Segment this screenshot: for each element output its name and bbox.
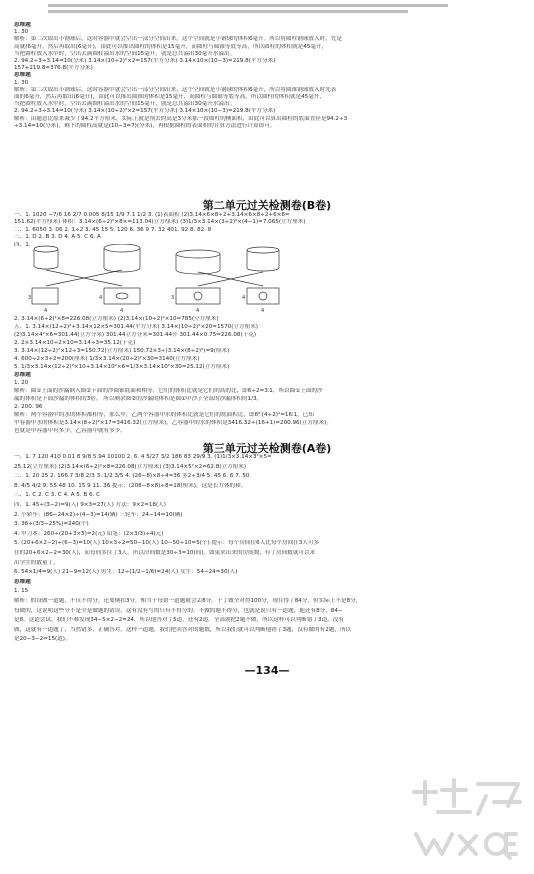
answer-line: 5. 1/3×3.14×(12÷2)²×10+3.14×10²×6=1/3×3.14×10²×30=25.12(立方厘米) [14,364,230,370]
answer-line: 157+219.8=376.8(平方分米) [14,65,93,72]
answer-line: 是20−3−2=15(道)。 [14,636,71,643]
answer-line: 2. 200. 96 [14,404,43,410]
answer-line: 2. 3.14×(6÷2)²×8=226.08(立方厘米) (2)3.14×(10÷2)²×10=785(立方厘米) [14,316,219,322]
answer-line: 8. 4/5 4/2 9. 55 48 10. 15 9 11. 36 提示：(208−8×8)÷8=18(厘米)，这是长方体的和。 [14,482,247,489]
section-title-unit3-a: 第三单元过关检测卷(A卷) [202,442,332,455]
section-title-unit2-b: 第二单元过关检测卷(B卷) [202,199,332,212]
answer-line: 解析：两个容器中的水的体积都相等，那么甲，乙两个容器中水的体积比就是它们的底面积比，即8²∶(4÷2)²=16∶1，已知 [14,412,314,418]
answer-line: 2. 94.2÷3÷3.14=10(分米) 3.14×(10÷2)²×2=157(平方分米) 3.14×10×(10−3)=219.8(平方分米) [14,108,276,115]
answer-line: 二、1. 6050 3. 06 2. 1÷2 3. 45 15 5. 120 6. 36 9 7. 32 401. 92 8. 82. 8 [14,226,212,233]
answer-line: 住的20+6×2−2=30(人)，而每间多住了3人，所以房间数是30÷3=10(间)，如果求出来的房间数，有了房间数就可以求 [14,550,316,556]
page-number: —134— [244,664,290,677]
answer-line: 也就是甲容器中有多少，乙容器中就有多少。 [14,428,126,434]
answer-line: 每做的，这说明这些分不是全是做题的错误，这有没有写的只有不得分的。不做的题不得分，也就是说只有一道题，他还有8分，84− [14,607,343,614]
answer-line: 2. 小轿车：(86−24×2)÷(4−3)=14(辆) 三轮车：24−14=10(辆) [14,511,183,518]
answer-line: 4. 甲刀本：260÷(20+3×5)=2(元) 铅笔：(2×3/3)÷4(元) [14,530,164,537]
answer-line: (2)3.14×4²×6=301.44(立方分米) 301.44立方分米=301.44升 301.44×0.75=226.08(千克) [14,332,256,338]
answer-line: 1. 30 [14,29,29,36]
answer-line: 解析：假设做一道题，不仅不得分，还要倒扣3分，相当于每错一道题就会丢8分。于了做全对得100分，现在得了84分，但实际上不是8分， [14,598,362,604]
answer-line: 四、1. [14,241,31,248]
figure-matching-diagram [0,241,534,314]
answer-line: 解析：第二次取出小钢球后，这时容器中就会空出一部分空间出来，这个空间就是小钢球的体积6毫升，所以将圆锥钢球放入时先表 [14,86,337,93]
answer-line: 四、1. 45÷(3−2)=9(人) 9×3=27(人) 方法：9×2=18(人) [14,502,166,508]
answer-line: 3. 36÷(3/3−25%)=240(个) [14,521,89,528]
figure-label: 4 [261,308,265,314]
answer-line: 五、1. 3.14×(12÷2)²+3.14×12×5=301.44(平方分米) 3.14×(10÷2)²×20=1570(立方厘米) [14,324,258,330]
answer-line: 漏的体积是下面沙漏的体积的3倍。 所以剩余圆②的沙漏的体积是圆①中沙子全部的沙漏体积的1/3。 [14,396,263,402]
section-heading: 思维题 [14,72,31,79]
answer-line: 1. 15 [14,588,29,595]
answer-line: 2. 2×3.14×10÷2×10=3.14÷3=35.12(千克) [14,340,136,346]
answer-line: 甲容器中水的体积是3.14×(8÷2)²×17=3416.32(立方厘米)，乙容器中的水的体积是3416.32÷(16+1)=200.96(立方厘米)。 [14,420,332,426]
answer-line: 4. 600÷2×3÷2=200(厘米) 1/3×3.14×(20÷2)²×30=3140(立方厘米) [14,356,200,362]
answer-line: 三、1. D 2. B 3. D 4. A 5. C 6. A [14,234,101,241]
section-heading: 思维题 [14,578,31,585]
figure-label: 3 [171,295,175,301]
answer-line: 25.12(立方厘米) (2)3.14×(6÷2)²×8=226.08(立方厘米) (3)3.14×5²×2=62.8(立方厘米) [14,463,247,470]
figure-label: 4 [120,308,124,314]
section-heading: 思维题 [14,372,31,378]
answer-line: 出学生的数量了。 [14,559,59,566]
answer-line: 解析：由题意比原来减少了94.2平方厘米，实际上就是削去的高是3分米那一段圆柱的侧面积，由此可以算出圆柱的底面直径是94.2÷3 [14,115,348,122]
answer-line: 面的6毫升，然后再取出(6毫升)，由此可以推出圆锥的体积是15毫升，而圆柱与圆锥等底等高，所以圆柱的体积就是45毫升， [14,94,326,100]
figure-label: 4 [196,308,200,314]
answer-line: 三、1. C 2. C 3. C 4. A 5. B 6. C [14,492,101,499]
answer-line: 一、1. 7 120 410 0.01 8 9/8 5.94 10100 2. 6. 4 5/27 3/2 186 83 29/9 3. (1)1/3×3.14×3²×5= [14,454,272,460]
answer-line: 1. 30 [14,79,29,86]
answer-line: 做，这就有一道题了，当然错多，正确答对，这样一道题，我们把回答对的题数，所以我们就可以判断他错了3题，没有做的有2题，所以 [14,626,352,633]
answer-line: 1. 20 [14,380,29,386]
answer-line: 151.62(平方厘米) 体积：3.14×(6÷2)²×8×=113.04(立方厘米) (3)1/3×3.14×(3÷2)²×(4−1)=7.065(立方厘米) [14,219,306,226]
faded-top-text [48,10,408,13]
answer-line: 3. 3.14×(12÷2)²×12÷3=150.72(立方厘米) 150.72×3÷(3.14×(8÷2)²)=9(厘米) [14,348,230,354]
answer-line: 解析：圆①上面的沙漏倒入圆②下面的沙圆锥底面和相等，它们的体积比就是它们的高的比，即6÷2=3∶1，所以圆①上面的沙 [14,388,323,394]
answer-line: 6. 54×1/4=9(人) 21−9=12(人) 男生：12÷(1/2−1/6)=24(人) 女生：54−24=30(人) [14,569,238,576]
figure-label: 4 [242,295,246,301]
answer-line: 高就(6毫升，然后再取出(6毫升)，由此可以推出圆柱的体积是15毫升，而圆柱与圆锥等底等高，所以圆柱的体积就是45毫升， [14,43,328,50]
answer-line: 当把圆柱放入水中时，空出去满圆柱溢出水的空间15毫升，就是总共溢出30毫升水溢出。 [14,101,236,108]
figure-label: 3 [28,295,32,301]
answer-line: 解析：第二次取出小钢球后，这时容器中就会空出一部分空间出来，这个空间就是小钢球的体积6毫升。所以将圆柱钢球放入时，先是 [14,36,342,43]
answer-line: 当把圆柱放入水中时，空出去满圆柱溢出水的空间15毫升，就是总共溢出30毫升水溢出。 [14,50,236,57]
answer-line: 5. (20+6×2−2)÷(6−3)=10(人) 10×3÷2=50−10(人) 10−50÷10=5(个) 提示：每个房间住6人比每个房间住3人可多 [14,540,320,547]
faded-top-text [48,4,448,7]
answer-line: ÷3.14=10(分米)，剩下的圆柱高就是(10−3=7)(分米)，再根据圆柱的表面积的计算方法进行计算即可。 [14,122,276,129]
figure-label: 4 [99,295,103,301]
answer-line: 二、1. 20 25 2. 166.7 3/8 2/3 3. 1/2 3/5 4. (26−8)×8÷4=36 多2÷3/4 5. 45 6. 6 7. 50 [14,473,250,480]
answer-line: 是8。这道尝试，我们不难发现34−5×2−2=24，所以他答对了5道，还有2道。全部就把2题不做，所以这样可以判断错了3道，没有 [14,617,344,624]
answer-line: 2. 94.2÷3÷3.14=10(分米) 3.14×(10÷2)²×2=157(平方分米) 3.14×10×(10−3)=219.8(平方分米) [14,58,276,64]
section-heading: 思维题 [14,22,31,28]
watermark-logo [408,772,528,868]
figure-label: 4 [44,308,48,314]
answer-line: 一、1. 1020 −7/6 16 2/7 0.005 8/15 1/9 7.1 1/2 3. (1)表面积 (2)3.14×6×8÷2+3.14×6×8÷2+6×8= [14,212,290,218]
